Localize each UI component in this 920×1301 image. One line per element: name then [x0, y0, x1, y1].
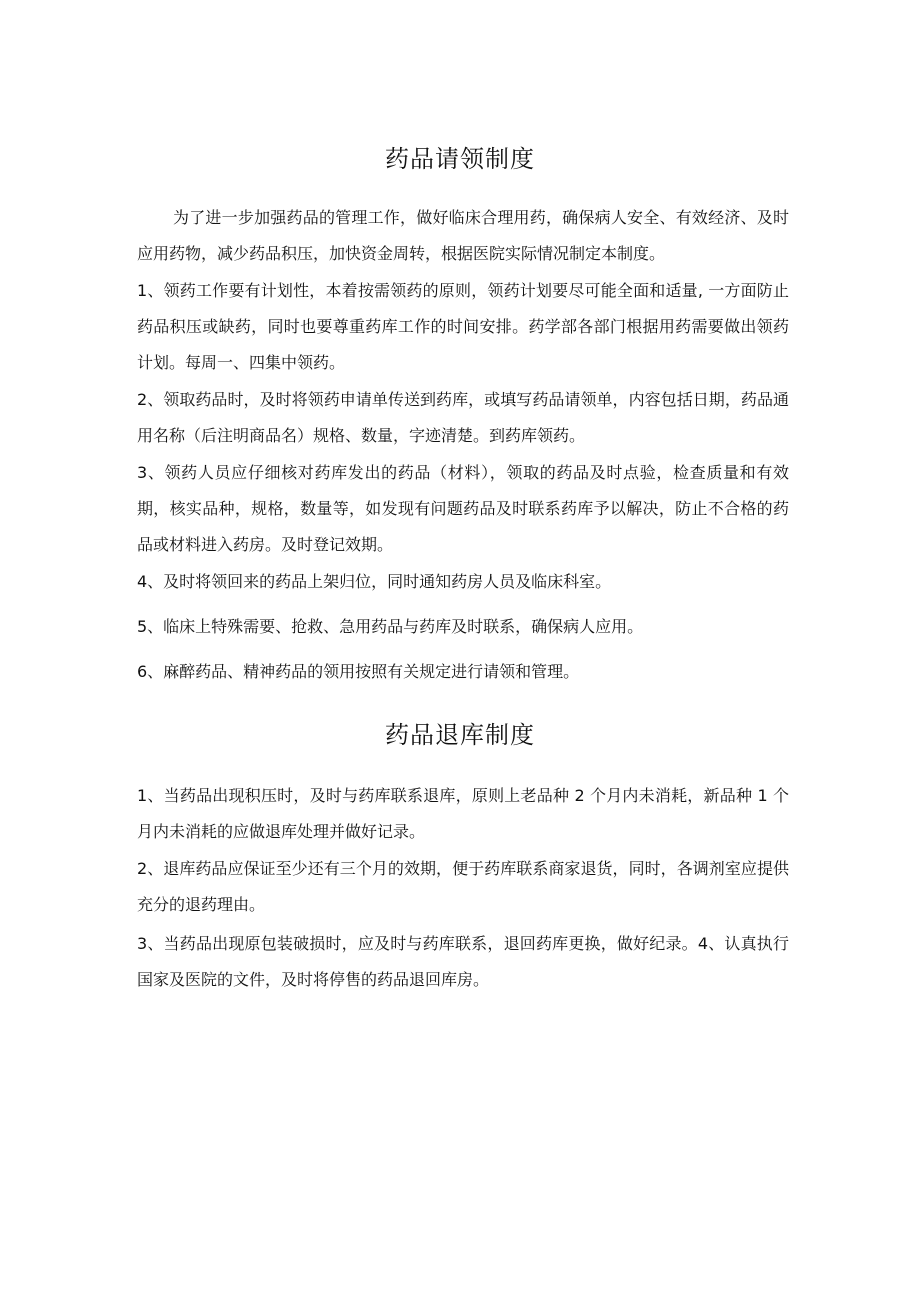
rule-item-damaged-packaging: 3、当药品出现原包装破损时，应及时与药库联系，退回药库更换，做好纪录。4、认真执行国家及医院的文件，及时将停售的药品退回库房。 [137, 934, 789, 989]
rule-item-overstock-return: 1、当药品出现积压时，及时与药库联系退库，原则上老品种 2 个月内未消耗，新品种 1 个月内未消耗的应做退库处理并做好记录。 [137, 786, 789, 841]
section-intro-paragraph: 为了进一步加强药品的管理工作，做好临床合理用药，确保病人安全、有效经济、及时应用药物，减少药品积压，加快资金周转，根据医院实际情况制定本制度。 [137, 208, 789, 263]
rule-item-expiry-requirement: 2、退库药品应保证至少还有三个月的效期，便于药库联系商家退货，同时，各调剂室应提供充分的退药理由。 [137, 859, 789, 914]
rule-item-requisition-form: 2、领取药品时，及时将领药申请单传送到药库，或填写药品请领单，内容包括日期，药品通用名称（后注明商品名）规格、数量，字迹清楚。到药库领药。 [137, 390, 789, 445]
rule-item-emergency: 5、临床上特殊需要、抢救、急用药品与药库及时联系，确保病人应用。 [137, 617, 644, 636]
rule-item-narcotics: 6、麻醉药品、精神药品的领用按照有关规定进行请领和管理。 [137, 662, 580, 681]
rule-item-verification: 3、领药人员应仔细核对药库发出的药品（材料），领取的药品及时点验，检查质量和有效期，核实品种，规格，数量等，如发现有问题药品及时联系药库予以解决，防止不合格的药品或材料进入药房。及时登记效期。 [137, 463, 789, 554]
rule-item-shelving: 4、及时将领回来的药品上架归位，同时通知药房人员及临床科室。 [137, 572, 612, 591]
section-title-drug-requisition: 药品请领制度 [385, 145, 535, 173]
rule-item-planning: 1、领药工作要有计划性，本着按需领药的原则，领药计划要尽可能全面和适量, 一方面防止药品积压或缺药，同时也要尊重药库工作的时间安排。药学部各部门根据用药需要做出领药计划。每周一、四集中领药。 [137, 281, 789, 372]
section-title-drug-return: 药品退库制度 [385, 721, 535, 749]
